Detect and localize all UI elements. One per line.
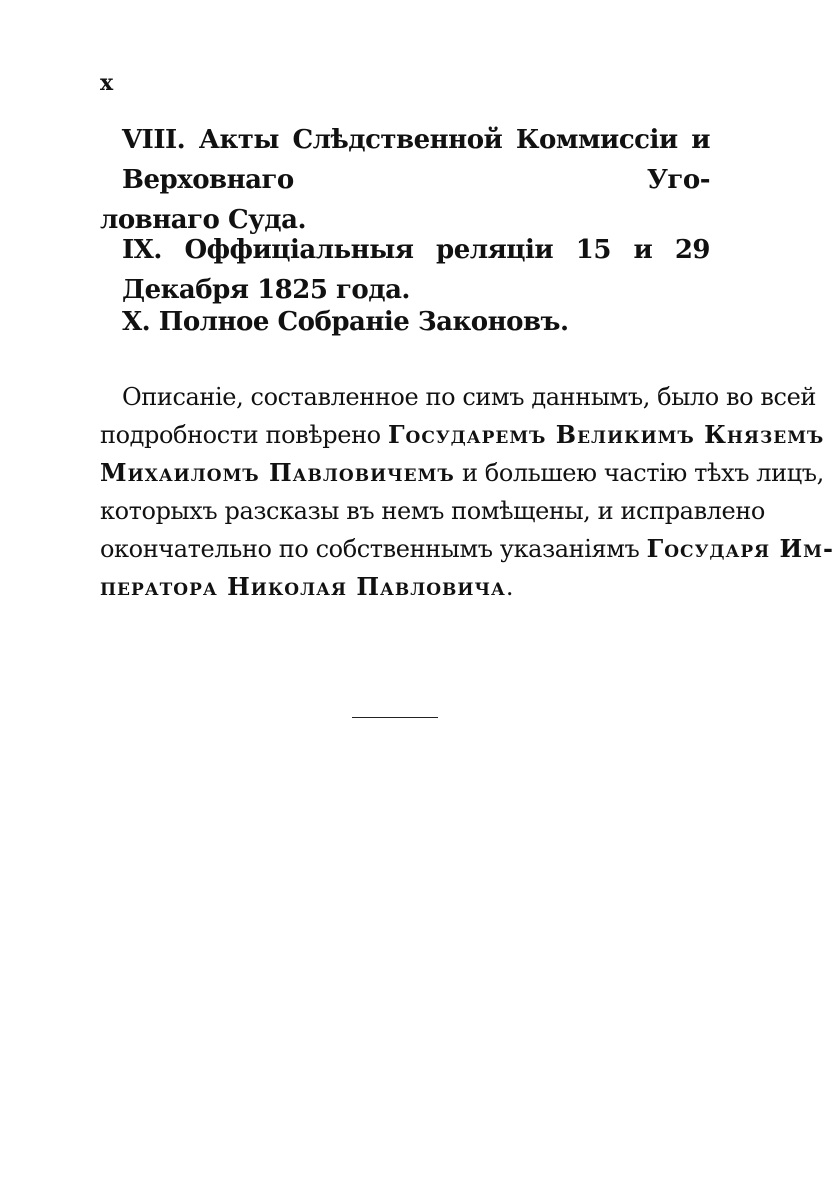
section-x: X. Полное Собраніе Законовъ. bbox=[122, 307, 569, 337]
paragraph-line-6-text: . bbox=[505, 573, 514, 601]
section-viii-line-2: ловнаго Суда. bbox=[100, 205, 307, 235]
paragraph-line-5-text: окончательно по собственнымъ указаніямъ bbox=[100, 535, 647, 563]
paragraph-line-3 bbox=[100, 454, 824, 492]
paragraph-line-2 bbox=[100, 416, 825, 454]
paragraph-line-4: которыхъ разсказы въ немъ помѣщены, и исправлено bbox=[100, 497, 765, 525]
paragraph-line-3-text: и большею частію тѣхъ лицъ, bbox=[454, 459, 824, 487]
paragraph-line-6 bbox=[100, 568, 710, 606]
section-ix: IX. Оффиціальныя реляціи 15 и 29 Декабря 1825 года. bbox=[122, 235, 710, 305]
section-viii-line-1: VIII. Акты Слѣдственной Коммиссіи и Верховнаго Уго- bbox=[122, 125, 710, 195]
paragraph-line-5-title: Государя Им- bbox=[646, 534, 834, 563]
section-viii bbox=[100, 120, 710, 240]
paragraph-line-2-title: Государемъ Великимъ Княземъ bbox=[387, 420, 825, 449]
paragraph-line-2-text: подробности повѣрено bbox=[100, 421, 388, 449]
description-paragraph bbox=[100, 378, 834, 606]
paragraph-line-1: Описаніе, составленное по симъ даннымъ, было во всей bbox=[122, 383, 816, 411]
paragraph-line-3-name: Михаиломъ Павловичемъ bbox=[100, 458, 455, 487]
paragraph-line-6-name: ператора Николая Павловича bbox=[100, 572, 506, 601]
section-divider bbox=[352, 717, 438, 718]
paragraph-line-5 bbox=[100, 530, 834, 568]
page-number: x bbox=[100, 70, 114, 96]
